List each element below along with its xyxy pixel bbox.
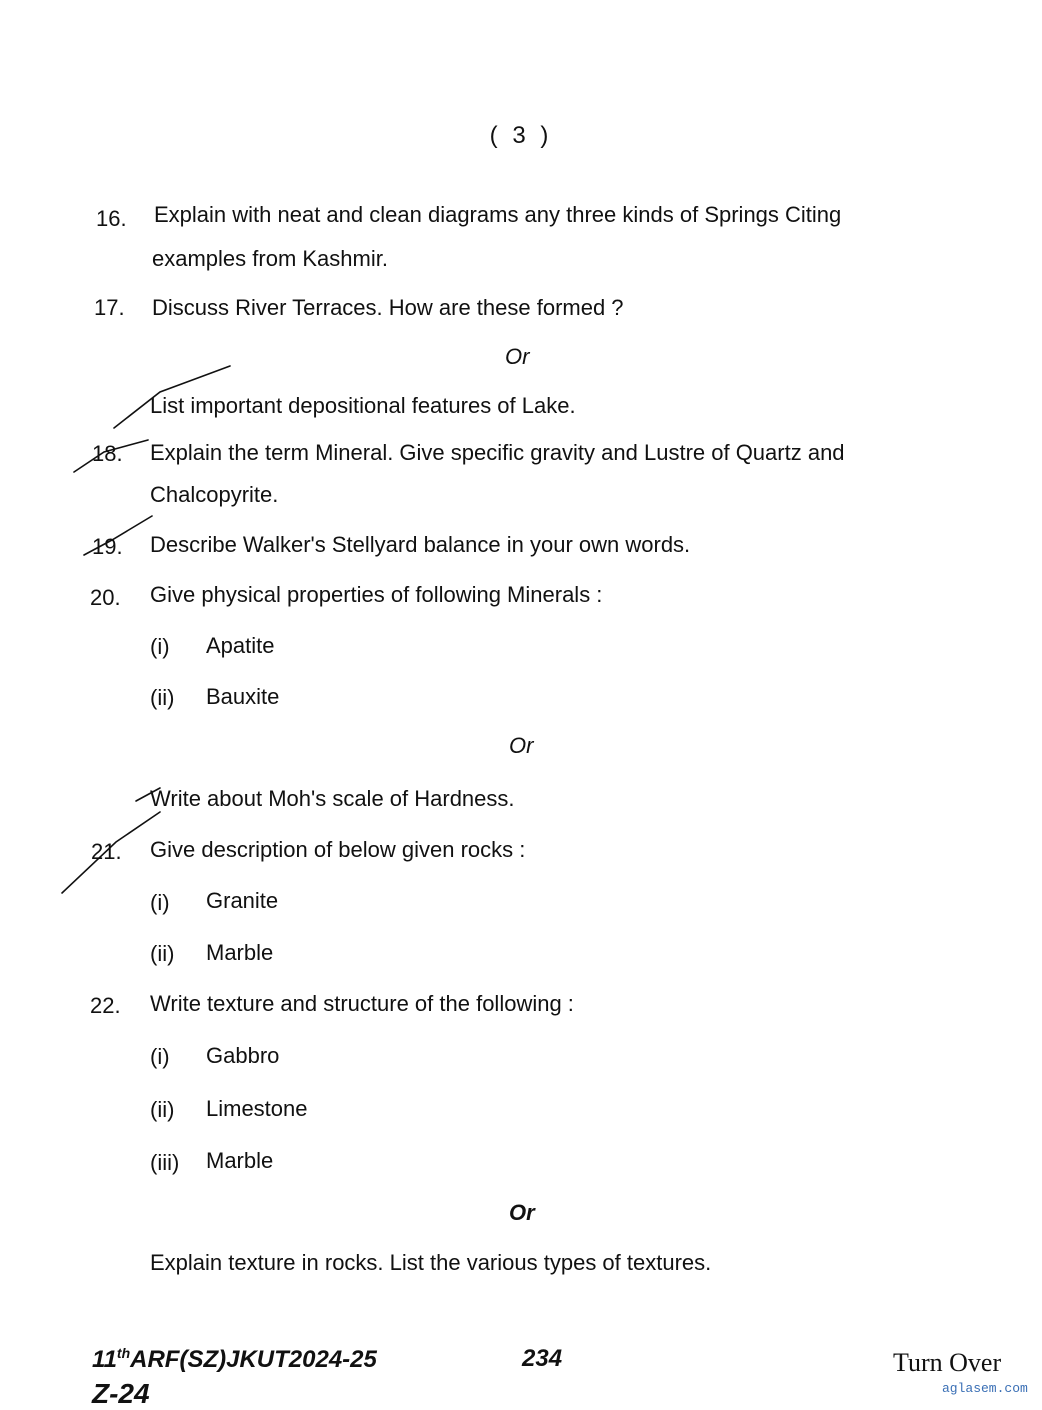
question-21-text: Give description of below given rocks : — [150, 837, 526, 862]
question-21-item-2-text: Marble — [206, 940, 274, 965]
question-18-line-1: Explain the term Mineral. Give specific gravity and Lustre of Quartz and — [150, 440, 845, 465]
paper-code: 11thARF(SZ)JKUT2024-25 — [92, 1345, 377, 1373]
question-17-alternative: List important depositional features of Lake. — [150, 393, 576, 418]
question-20-or: Or — [509, 733, 534, 758]
question-22-text: Write texture and structure of the following : — [150, 991, 574, 1016]
question-22-or: Or — [509, 1200, 535, 1225]
question-17-text: Discuss River Terraces. How are these formed ? — [152, 295, 624, 320]
question-16-number: 16. — [96, 206, 127, 231]
question-21-item-2-label: (ii) — [150, 941, 175, 966]
question-21-number: 21. — [91, 839, 122, 864]
paper-code-line-2: Z-24 — [92, 1378, 150, 1409]
question-20-item-1-text: Apatite — [206, 633, 275, 658]
question-22-item-3-text: Marble — [206, 1148, 274, 1173]
question-22-alternative: Explain texture in rocks. List the various types of textures. — [150, 1250, 712, 1275]
question-19-number: 19. — [92, 534, 123, 559]
question-20-number: 20. — [90, 585, 121, 610]
question-22-item-3-label: (iii) — [150, 1150, 180, 1175]
question-20-item-2-label: (ii) — [150, 685, 175, 710]
question-21-item-1-label: (i) — [150, 890, 170, 915]
question-17-or: Or — [505, 344, 530, 369]
question-16-line-2: examples from Kashmir. — [152, 246, 388, 271]
page-number: ( 3 ) — [489, 122, 553, 149]
question-18-number: 18. — [92, 441, 123, 466]
question-16-line-1: Explain with neat and clean diagrams any three kinds of Springs Citing — [154, 202, 842, 227]
question-20-item-1-label: (i) — [150, 634, 170, 659]
question-22-item-1-label: (i) — [150, 1044, 170, 1069]
watermark: aglasem.com — [942, 1381, 1028, 1396]
question-17-number: 17. — [94, 295, 125, 320]
question-22-item-2-label: (ii) — [150, 1097, 175, 1122]
paper-number: 234 — [522, 1345, 563, 1372]
question-22-item-1-text: Gabbro — [206, 1043, 280, 1068]
question-22-item-2-text: Limestone — [206, 1096, 308, 1121]
question-21-item-1-text: Granite — [206, 888, 279, 913]
turn-over-label: Turn Over — [893, 1348, 1002, 1377]
question-20-alternative: Write about Moh's scale of Hardness. — [150, 786, 515, 811]
question-19-text: Describe Walker's Stellyard balance in your own words. — [150, 532, 691, 557]
question-22-number: 22. — [90, 993, 121, 1018]
question-20-text: Give physical properties of following Minerals : — [150, 582, 603, 607]
question-20-item-2-text: Bauxite — [206, 684, 280, 709]
question-18-line-2: Chalcopyrite. — [150, 482, 279, 507]
